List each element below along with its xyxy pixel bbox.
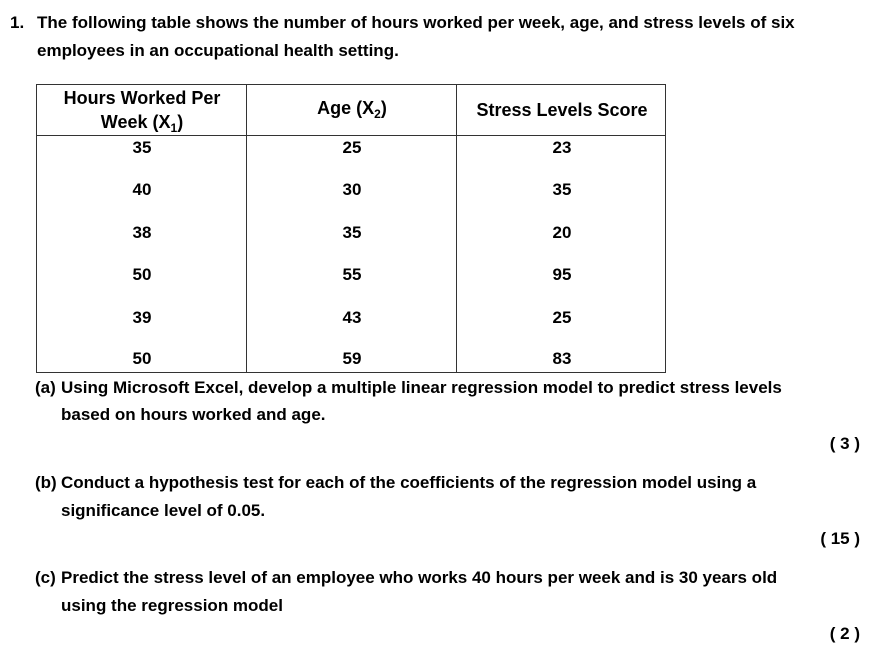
table-cell: 83	[552, 349, 572, 368]
question-text-line1: The following table shows the number of hours worked per week, age, and stress levels of six	[37, 13, 795, 32]
table-header-hours	[37, 86, 247, 134]
table-cell: 25	[342, 138, 362, 157]
part-b-text-line1: Conduct a hypothesis test for each of the coefficients of the regression model using a	[61, 473, 757, 492]
table-cell: 95	[552, 265, 572, 284]
table-cell: 39	[132, 308, 152, 327]
part-c-label: (c)	[35, 568, 56, 587]
data-table	[36, 84, 666, 373]
table-cell: 25	[552, 308, 572, 327]
table-cell: 50	[132, 349, 152, 368]
part-c-text-line2: using the regression model	[61, 596, 283, 615]
part-c-text-line1: Predict the stress level of an employee who works 40 hours per week and is 30 years old	[61, 568, 778, 587]
table-cell: 55	[342, 265, 362, 284]
part-b-label: (b)	[35, 473, 57, 492]
table-cell: 38	[132, 223, 152, 242]
part-a-label: (a)	[35, 378, 56, 397]
table-cell: 35	[132, 138, 152, 157]
part-a-text-line1: Using Microsoft Excel, develop a multiple linear regression model to predict stress levels	[61, 378, 782, 397]
part-b-text-line2: significance level of 0.05.	[61, 501, 266, 520]
table-cell: 59	[342, 349, 362, 368]
part-c-marks: ( 2 )	[829, 624, 860, 643]
table-cell: 43	[342, 308, 362, 327]
table-cell: 35	[342, 223, 362, 242]
table-cell: 30	[342, 180, 362, 199]
table-cell: 20	[552, 223, 572, 242]
part-b-marks: ( 15 )	[820, 529, 860, 548]
table-header-stress: Stress Levels Score	[476, 100, 648, 120]
header-hours-line2: Week $(X_1)$	[100, 112, 184, 135]
table-cell: 40	[132, 180, 152, 199]
table-header-divider	[37, 135, 665, 136]
table-cell: 23	[552, 138, 572, 157]
question-text-line2: employees in an occupational health setting.	[37, 41, 399, 60]
table-header-age: Age $(X_2)$	[317, 98, 387, 121]
table-cell: 50	[132, 265, 152, 284]
part-a-marks: ( 3 )	[829, 434, 860, 453]
table-cell: 35	[552, 180, 572, 199]
question-number: 1.	[10, 13, 25, 32]
header-hours-line1: Hours Worked Per	[63, 88, 221, 108]
part-a-text-line2: based on hours worked and age.	[61, 405, 326, 424]
